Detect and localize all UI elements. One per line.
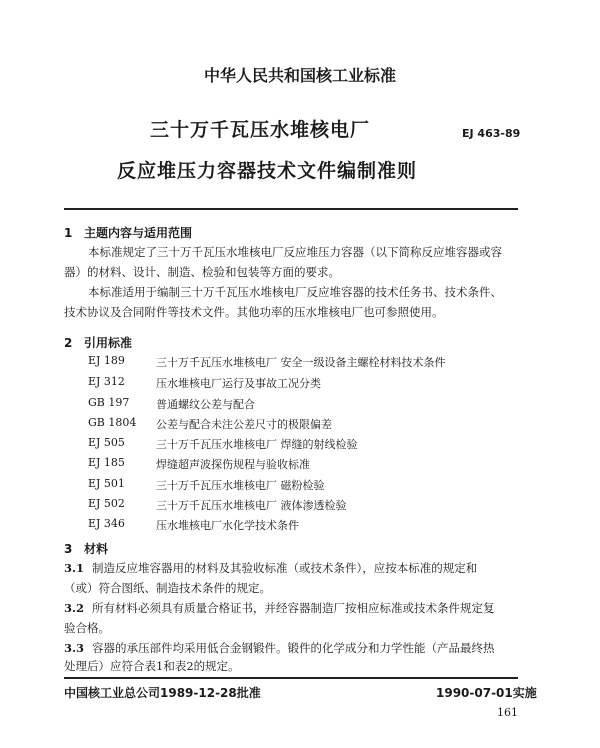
clause-3-3-line-2: 处理后）应符合表1和表2的规定。: [64, 659, 240, 673]
clause-3-1-text: 制造反应堆容器用的材料及其验收标准（或技术条件），应按本标准的规定和: [92, 561, 478, 575]
reference-title: 三十万千瓦压水堆核电厂 液体渗透检验: [156, 499, 347, 512]
section-3-number: 3: [64, 542, 73, 556]
reference-item: [0, 354, 600, 372]
clause-3-3-line-1: [64, 638, 495, 658]
reference-title: 焊缝超声波探伤规程与验收标准: [156, 458, 310, 471]
reference-code: EJ 501: [88, 477, 125, 490]
section-1-paragraph-2-line-1: 本标准适用于编制三十万千瓦压水堆核电厂反应堆容器的技术任务书、技术条件、: [88, 285, 502, 299]
reference-title: 压水堆核电厂水化学技术条件: [156, 519, 299, 532]
clause-3-1-line-2: （或）符合图纸、制造技术条件的规定。: [64, 581, 271, 595]
clause-3-3-text: 容器的承压部件均采用低合金钢锻件。锻件的化学成分和力学性能（产品最终热: [92, 641, 495, 655]
reference-title: 普通螺纹公差与配合: [156, 398, 255, 411]
reference-title: 三十万千瓦压水堆核电厂 安全一级设备主螺栓材料技术条件: [156, 356, 446, 369]
reference-item: [0, 416, 600, 434]
clause-3-2-text: 所有材料必须具有质量合格证书，并经容器制造厂按相应标准或技术条件规定复: [92, 601, 495, 615]
section-2-title: 引用标准: [84, 336, 133, 350]
page-number: 161: [497, 706, 518, 719]
clause-3-2-number: 3.2: [64, 601, 85, 615]
clause-3-1-line-1: [64, 558, 477, 578]
reference-item: [0, 396, 600, 414]
section-1-heading: [64, 224, 192, 241]
clause-3-3-number: 3.3: [64, 641, 85, 655]
section-1-title: 主题内容与适用范围: [84, 226, 193, 240]
reference-code: EJ 189: [88, 354, 125, 367]
bottom-divider: [64, 677, 518, 679]
section-2-number: 2: [64, 336, 73, 350]
reference-item: [0, 436, 600, 454]
section-1-paragraph-2-line-2: 技术协议及合同附件等技术文件。其他功率的压水堆核电厂也可参照使用。: [64, 305, 444, 319]
reference-item: [0, 375, 600, 393]
reference-item: [0, 456, 600, 474]
reference-code: EJ 505: [88, 436, 125, 449]
standard-code: EJ 463-89: [462, 127, 521, 140]
reference-code: EJ 312: [88, 375, 125, 388]
reference-item: [0, 497, 600, 515]
effective-date: 1990-07-01实施: [436, 686, 537, 700]
reference-code: EJ 502: [88, 497, 125, 510]
section-3-title: 材料: [84, 542, 109, 556]
section-3-heading: [64, 540, 108, 557]
reference-code: GB 1804: [88, 416, 137, 429]
standard-organization: 中华人民共和国核工业标准: [203, 66, 396, 85]
reference-title: 三十万千瓦压水堆核电厂 磁粉检验: [156, 479, 325, 492]
section-1-paragraph-1-line-2: 器）的材料、设计、制造、检验和包装等方面的要求。: [64, 265, 340, 279]
section-1-number: 1: [64, 226, 73, 240]
reference-item: [0, 517, 600, 535]
reference-code: EJ 346: [88, 517, 125, 530]
section-2-heading: [64, 334, 132, 351]
reference-code: EJ 185: [88, 456, 125, 469]
reference-title: 压水堆核电厂运行及事故工况分类: [156, 377, 321, 390]
clause-3-1-number: 3.1: [64, 561, 85, 575]
clause-3-2-line-1: [64, 598, 495, 618]
approval-date: 中国核工业总公司1989-12-28批准: [64, 686, 261, 700]
top-divider: [64, 208, 518, 210]
reference-title: 三十万千瓦压水堆核电厂 焊缝的射线检验: [156, 438, 358, 451]
reference-code: GB 197: [88, 396, 130, 409]
reference-item: [0, 477, 600, 495]
document-title-line1: 三十万千瓦压水堆核电厂: [150, 119, 371, 141]
document-title-line2: 反应堆压力容器技术文件编制准则: [117, 160, 418, 182]
section-1-paragraph-1-line-1: 本标准规定了三十万千瓦压水堆核电厂反应堆压力容器（以下简称反应堆容器或容: [88, 245, 502, 259]
reference-title: 公差与配合未注公差尺寸的极限偏差: [156, 418, 332, 431]
clause-3-2-line-2: 验合格。: [64, 621, 110, 635]
